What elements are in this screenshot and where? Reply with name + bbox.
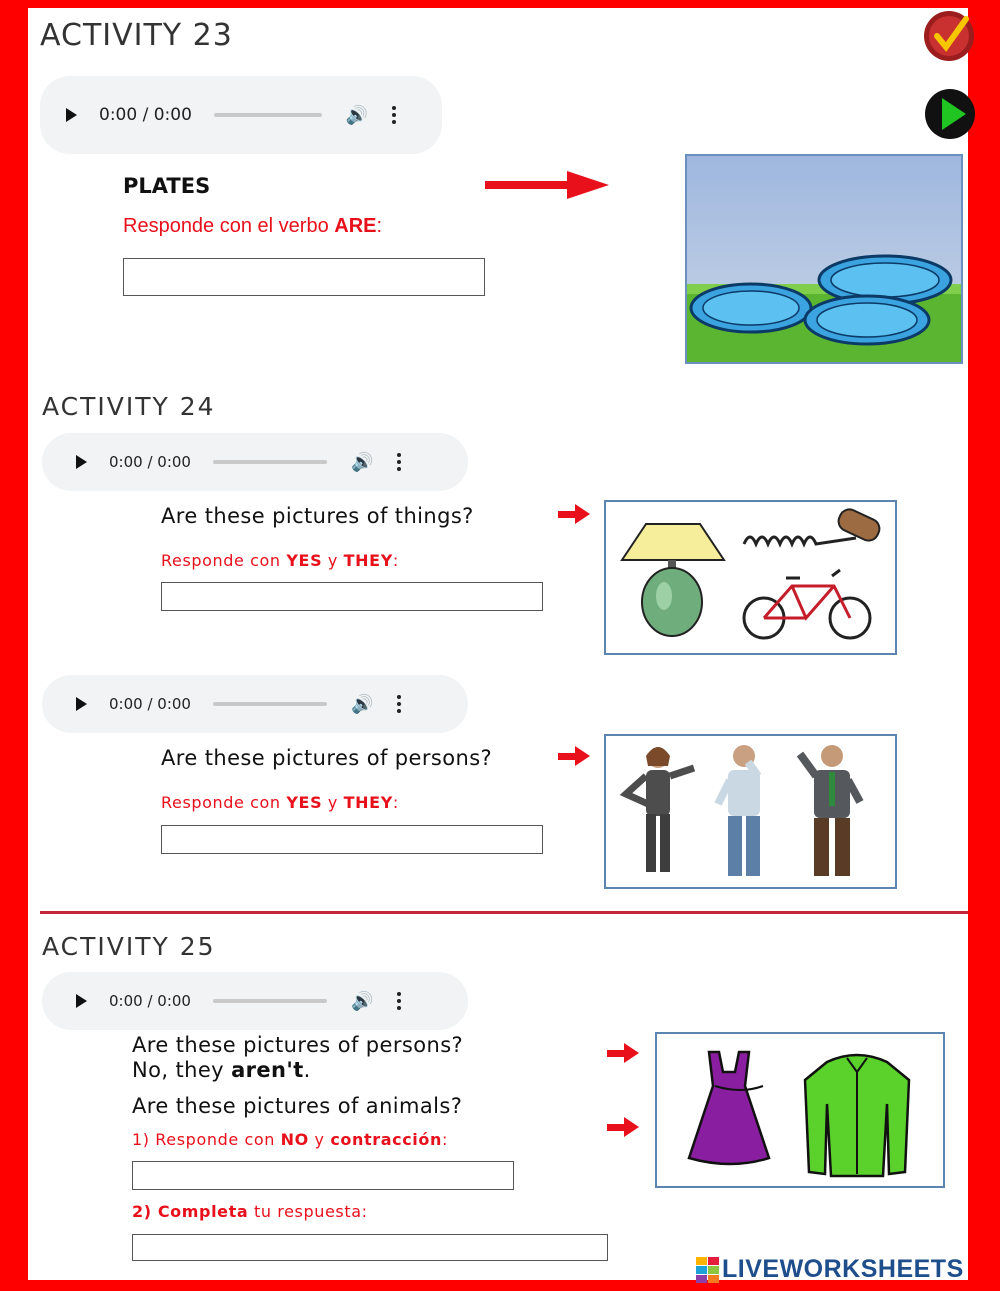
activity-25-example-answer: No, they aren't. [132, 1058, 311, 1082]
more-options-icon[interactable] [392, 106, 396, 124]
volume-icon[interactable]: 🔊 [350, 990, 374, 1012]
audio-progress-track[interactable] [213, 460, 327, 464]
arrow-right-icon [483, 168, 613, 202]
play-icon[interactable] [76, 994, 87, 1008]
activity-23-word: PLATES [123, 174, 211, 198]
audio-progress-track[interactable] [213, 702, 327, 706]
activity-24-answer-input-1[interactable] [161, 582, 543, 611]
activity-23-instruction: Responde con el verbo ARE: [123, 215, 383, 237]
play-icon[interactable] [76, 697, 87, 711]
activity-23-answer-input[interactable] [123, 258, 485, 296]
more-options-icon[interactable] [397, 992, 401, 1010]
activity-24-audio-player-1[interactable] [42, 433, 468, 491]
volume-icon[interactable]: 🔊 [350, 693, 374, 715]
arrow-right-icon [606, 1042, 640, 1064]
volume-icon[interactable]: 🔊 [345, 104, 369, 126]
woman-figure-icon [626, 747, 694, 872]
corkscrew-icon [744, 506, 883, 544]
volume-icon[interactable]: 🔊 [350, 451, 374, 473]
activity-23-audio-player[interactable] [40, 76, 442, 154]
more-options-icon[interactable] [397, 695, 401, 713]
worksheet-page [28, 8, 968, 1283]
activity-25-answer-input-1[interactable] [132, 1161, 514, 1190]
audio-progress-track[interactable] [214, 113, 322, 117]
things-picture [604, 500, 897, 655]
arrow-right-icon [606, 1116, 640, 1138]
section-divider [40, 911, 968, 914]
logo-blocks-icon [696, 1257, 720, 1283]
play-icon[interactable] [66, 108, 77, 122]
clothes-picture [655, 1032, 945, 1188]
liveworksheets-logo: LIVEWORKSHEETS [696, 1255, 964, 1284]
next-button[interactable] [924, 86, 976, 142]
more-options-icon[interactable] [397, 453, 401, 471]
man-suit-figure-icon [800, 745, 860, 876]
activity-24-title: ACTIVITY 24 [42, 392, 216, 421]
persons-picture [604, 734, 897, 889]
activity-25-instruction-2: 2) Completa tu respuesta: [132, 1202, 368, 1221]
audio-time: 0:00 / 0:00 [109, 695, 191, 713]
activity-23-title: ACTIVITY 23 [40, 18, 233, 53]
bicycle-icon [744, 570, 870, 638]
play-icon[interactable] [76, 455, 87, 469]
activity-25-question-1: Are these pictures of persons? [132, 1033, 464, 1057]
activity-25-title: ACTIVITY 25 [42, 932, 216, 961]
activity-25-instruction-1: 1) Responde con NO y contracción: [132, 1130, 448, 1149]
activity-24-question-2: Are these pictures of persons? [161, 746, 493, 770]
lamp-icon [622, 524, 724, 636]
activity-25-audio-player[interactable] [42, 972, 468, 1030]
check-answers-button[interactable] [922, 8, 976, 64]
audio-time: 0:00 / 0:00 [109, 453, 191, 471]
audio-time: 0:00 / 0:00 [99, 105, 192, 125]
audio-time: 0:00 / 0:00 [109, 992, 191, 1010]
dress-icon [689, 1052, 769, 1164]
activity-24-answer-input-2[interactable] [161, 825, 543, 854]
plates-picture [685, 154, 963, 364]
activity-24-instruction-2: Responde con YES y THEY: [161, 793, 399, 812]
activity-24-instruction-1: Responde con YES y THEY: [161, 551, 399, 570]
arrow-right-icon [557, 745, 591, 767]
activity-25-question-2: Are these pictures of animals? [132, 1094, 463, 1118]
audio-progress-track[interactable] [213, 999, 327, 1003]
activity-25-answer-input-2[interactable] [132, 1234, 608, 1261]
arrow-right-icon [557, 503, 591, 525]
shirt-icon [805, 1055, 909, 1176]
activity-24-audio-player-2[interactable] [42, 675, 468, 733]
activity-24-question-1: Are these pictures of things? [161, 504, 474, 528]
man-casual-figure-icon [718, 745, 760, 876]
